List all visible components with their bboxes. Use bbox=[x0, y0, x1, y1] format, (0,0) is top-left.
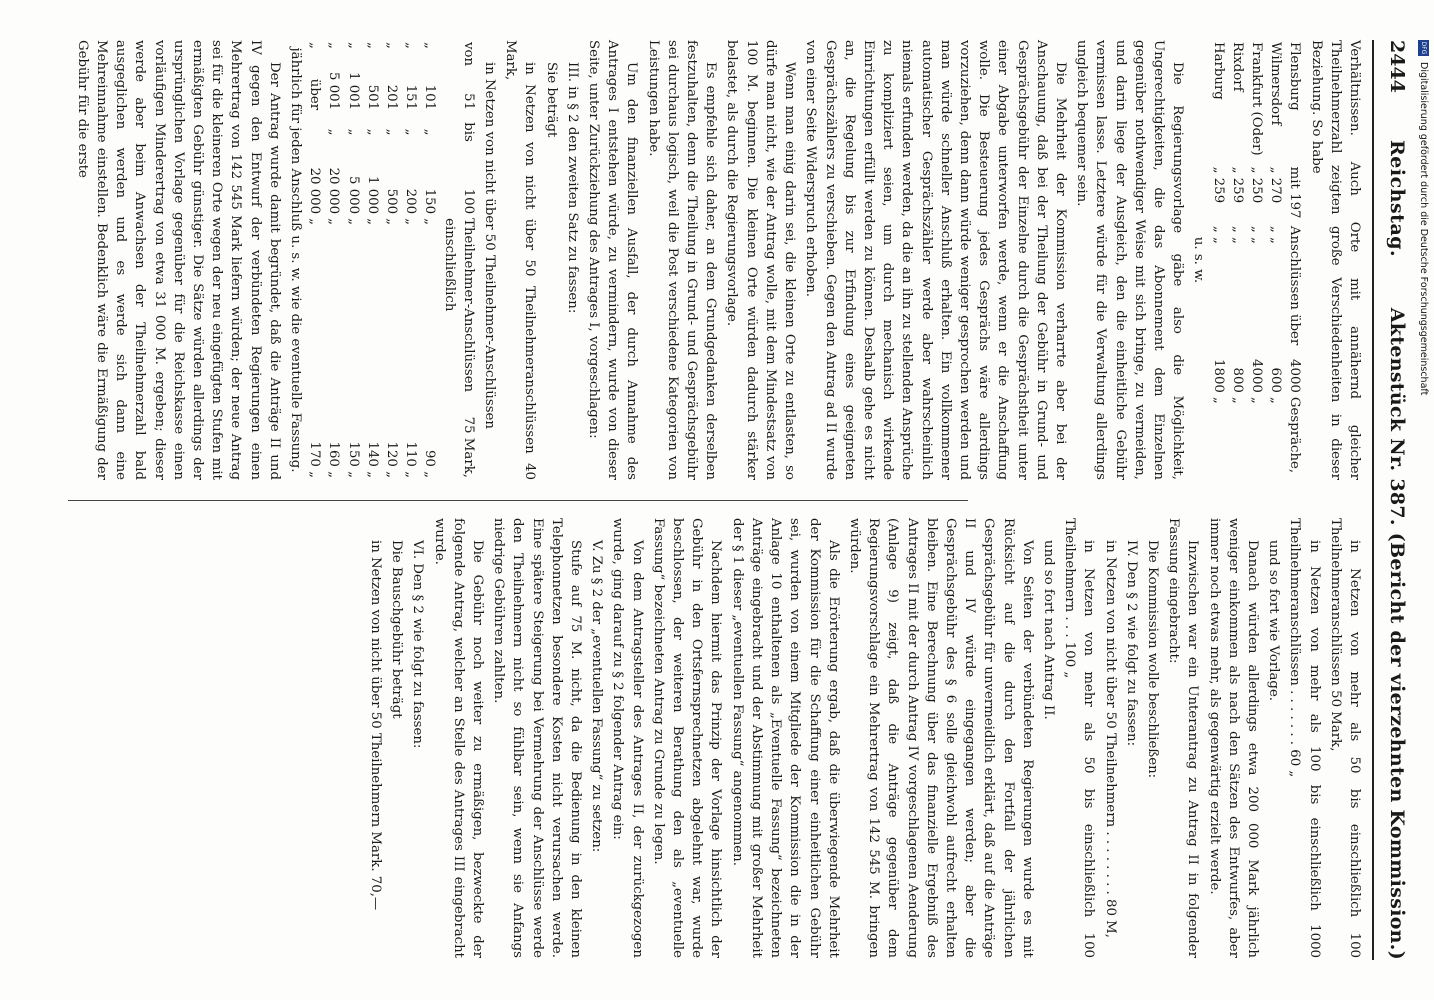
fee-line bbox=[1060, 518, 1098, 958]
fee-cell: „ bbox=[422, 42, 438, 49]
fee-cell bbox=[305, 112, 324, 152]
fee-cell: 100 bbox=[460, 188, 476, 215]
fee-text: in Netzen von nicht über 50 Theilnehmern . . . . . . . . bbox=[1102, 540, 1118, 895]
motion-heading: V. Zu § 2 der „eventuellen Fassung“ zu setzen: bbox=[589, 540, 605, 853]
paragraph: Die Kommission wolle beschließen: bbox=[1144, 540, 1160, 779]
fee-amount: 100 „ bbox=[1062, 641, 1078, 679]
fee-cell: „ bbox=[384, 42, 400, 49]
city-val: 600 bbox=[1268, 367, 1284, 393]
city-num: mit 197 bbox=[1287, 166, 1303, 219]
dfg-logo-icon: DFG bbox=[1420, 41, 1427, 55]
fee-cell: „ bbox=[422, 218, 438, 225]
paragraph: jährlich für jeden Anschluß u. s. w. wie die eventuelle Fassung. bbox=[288, 47, 304, 473]
credit-text: Digitalisierung gefördert durch die Deutsche Forschungsgemeinschaft bbox=[1418, 62, 1429, 396]
paragraph: Der Antrag wurde damit begründet, daß die Anträge II und IV gegen den Entwurf der verbündeten Regierungen einen Mehrertrag von 142 545 Mark liefern würden; der neue Antrag sei für die kleineren Orte wegen der neu eingefügten Stufen mit ermäßigten Gebühr günstiger. Die Sätze würden allerdings der ursprünglichen Vorlage gegenüber für die Reichskasse einen vorläufigen Minderertrag von etwa 31 000 M. ergeben; dieser werde aber beim Anwachsen der Theilnehmerzahl bald ausgeglichen werden und es werde sich dann eine Mehreinnahme einstellen. Bedenklich wäre die Ermäßigung der Gebühr für die erste bbox=[74, 40, 282, 480]
fee-cell: 140 „ bbox=[364, 441, 380, 478]
city-num: „ 259 bbox=[1229, 166, 1245, 204]
paragraph: Die Bauschgebühr beträgt bbox=[389, 540, 405, 719]
city-name: Harburg bbox=[1210, 42, 1226, 100]
fee-cell: 201 bbox=[384, 84, 400, 111]
page-number: 2444 bbox=[1386, 40, 1408, 93]
document-title: Aktenstück Nr. 387. (Bericht der vierzehnten Kommission.) bbox=[1386, 307, 1408, 960]
fee-cell: „ bbox=[403, 128, 419, 136]
fee-cell: 120 „ bbox=[384, 441, 400, 478]
city-val: 800 bbox=[1229, 367, 1245, 393]
fee-row bbox=[343, 40, 362, 480]
fee-amount: 60 „ bbox=[1287, 749, 1303, 778]
paragraph: und so fort wie Vorlage. bbox=[1266, 540, 1282, 702]
paragraph: in Netzen von nicht über 50 Theilnehmer-Anschlüssen bbox=[482, 62, 498, 429]
fee-cell: „ bbox=[364, 128, 380, 136]
city-name: Wilmersdorf bbox=[1268, 42, 1284, 126]
fee-text: in Netzen von nicht über 50 Theilnehmern bbox=[368, 540, 384, 828]
publication-name: Reichstag. bbox=[1386, 140, 1408, 258]
fee-cell: „ bbox=[403, 218, 419, 225]
city-name: Flensburg bbox=[1287, 42, 1303, 111]
fee-cell: 51 bbox=[460, 93, 476, 111]
paragraph: Als die Erörterung ergab, daß die überwiegende Mehrheit der Kommission für die Schaffung einer einheitlichen Gebühr sei, wurden von einem Mitgliede der Kommission die in der Anlage 10 enthaltenen als „Eventuelle Fassung“ bezeichneten Anträge eingebracht und der Abstimmung mit großer Mehrheit der § 1 dieser „eventuellen Fassung“ angenommen. bbox=[729, 518, 841, 958]
fee-cell: „ bbox=[326, 128, 342, 136]
left-column bbox=[71, 40, 1364, 480]
fee-cell: 1 000 bbox=[364, 176, 380, 215]
city-row bbox=[1285, 40, 1304, 480]
city-val: 4000 bbox=[1287, 359, 1303, 393]
city-num: „ 259 bbox=[1210, 166, 1226, 204]
city-unit: „ bbox=[1248, 396, 1264, 404]
header-rule bbox=[1372, 40, 1374, 960]
city-num: „ 250 bbox=[1248, 166, 1264, 204]
city-text: „ „ bbox=[1210, 225, 1226, 244]
fee-table bbox=[305, 40, 478, 480]
city-unit: „ bbox=[1268, 396, 1284, 404]
fee-amount: 50 Mark, bbox=[1327, 690, 1343, 752]
motion-heading: VI. Den § 2 wie folgt zu fassen: bbox=[410, 540, 426, 749]
city-num: „ 270 bbox=[1268, 166, 1284, 204]
city-text: „ „ bbox=[1268, 225, 1284, 244]
fee-cell: 90 „ bbox=[422, 449, 438, 478]
fee-cell: 1 001 bbox=[345, 72, 361, 111]
fee-cell: 110 „ bbox=[403, 441, 419, 478]
fee-row bbox=[439, 40, 477, 480]
fee-amount: 40 Mark, bbox=[503, 40, 538, 481]
paragraph: Nachdem hiermit das Prinzip der Vorlage hinsichtlich der Gebühr in den Ortsfernsprechnetzen abgelehnt war, wurde beschlossen, der weiteren Berathung den als „eventuelle Fassung“ bezeichneten Antrag zu Grunde zu legen. bbox=[650, 518, 724, 958]
paragraph: Wenn man einig darin sei, die kleinen Orte zu entlasten, so dürfe man nicht, wie der Antrag wolle, mit dem Mindestsatz von 100 M. beginnen. Die kleinen Orte würden dadurch stärker belastet, als durch die Regierungsvorlage. bbox=[724, 40, 798, 480]
fee-cell: bis bbox=[460, 122, 476, 142]
paragraph: Von dem Antragsteller des Antrages II, der zurückgezogen wurde, ging darauf zu § 2 folgender Antrag ein: bbox=[610, 518, 645, 958]
fee-row bbox=[420, 40, 439, 480]
paragraph: Verhältnissen. Auch Orte mit annähernd gleicher Theilnehmerzahl zeigten große Verschiedenheiten in dieser Beziehung. So habe bbox=[1308, 40, 1362, 480]
fee-line bbox=[501, 40, 539, 480]
city-val: 1800 bbox=[1210, 359, 1226, 393]
paragraph: und so fort nach Antrag II. bbox=[1040, 540, 1056, 720]
digitization-credit bbox=[1413, 40, 1433, 980]
city-name: Rixdorf bbox=[1229, 42, 1245, 92]
fee-cell: 150 bbox=[422, 188, 438, 215]
city-row bbox=[1228, 40, 1247, 480]
fee-cell: „ bbox=[403, 42, 419, 49]
fee-cell: „ bbox=[326, 218, 342, 225]
fee-cell: „ bbox=[307, 218, 323, 225]
fee-cell: „ bbox=[384, 218, 400, 225]
motion-heading: III. in § 2 den zweiten Satz zu fassen: bbox=[564, 62, 580, 314]
etc-line: u. s. w. bbox=[1191, 236, 1207, 284]
city-text: Anschlüssen über bbox=[1287, 225, 1303, 346]
fee-line bbox=[1100, 518, 1119, 958]
fee-cell: „ bbox=[345, 218, 361, 225]
fee-row bbox=[401, 40, 420, 480]
fee-cell: über bbox=[307, 78, 323, 111]
fee-cell: 101 bbox=[422, 84, 438, 111]
city-text: „ „ bbox=[1229, 225, 1245, 244]
paragraph: Inzwischen war ein Unterantrag zu Antrag II in folgender Fassung eingebracht: bbox=[1166, 518, 1201, 958]
paragraph: Von Seiten der verbündeten Regierungen wurde es mit Rücksicht auf die durch den Fortfall der jährlichen Gesprächsgebühr für unvermeidlich erklärt, daß auf die Anträge II und IV würde eingegangen werden; aber die Gesprächsgebühr des § 6 solle gleichwohl aufrecht erhalten bleiben. Eine Berechnung über das finanzielle Ergebniß des Antrages II mit der durch Antrag IV vorgeschlagenen Aenderung (Anlage 9) zeigt, daß die Anträge gegenüber dem Regierungsvorschlage ein Mehrertrag von 142 545 M. bringen würden. bbox=[846, 518, 1035, 958]
column-divider bbox=[68, 500, 968, 501]
fee-cell: 20 000 bbox=[326, 167, 342, 215]
fee-line bbox=[1285, 518, 1323, 958]
fee-row bbox=[363, 40, 382, 480]
fee-cell: „ bbox=[307, 42, 323, 49]
city-name: Frankfurt (Oder) bbox=[1248, 42, 1264, 156]
fee-cell: 20 000 bbox=[307, 167, 323, 215]
city-text: „ „ bbox=[1248, 225, 1264, 244]
fee-cell: 501 bbox=[364, 84, 380, 111]
fee-amount: Mark. 70,— bbox=[368, 831, 384, 911]
city-row bbox=[1266, 40, 1285, 480]
fee-cell: Theilnehmer-Anschlüssen einschließlich bbox=[441, 218, 476, 393]
fee-cell: 151 bbox=[403, 84, 419, 111]
city-unit: „ bbox=[1229, 396, 1245, 404]
fee-cell: „ bbox=[364, 218, 380, 225]
fee-row bbox=[324, 40, 343, 480]
fee-line bbox=[366, 518, 385, 958]
fee-cell: „ bbox=[345, 42, 361, 49]
city-table bbox=[1208, 40, 1304, 480]
paragraph: Die Mehrheit der Kommission verharrte aber bei der Anschauung, daß bei der Theilung der Gebühr in Grund- und Gesprächsgebühr der Einzelne durch die Gesprächstheit unter einer Abgabe unterworfen werde, wenn er die Anschaffung wolle. Die Besteuerung jedes Gesprächs wäre allerdings vorzuziehen, denn dann würde weniger gesprochen werden und man würde schneller Anschluß erhalten. Ein vollkommener automatischer Gesprächszähler werde aber wahrscheinlich niemals erfunden werden, da die an ihn zu stellenden Ansprüche zu kompliziert seien, um durch mechanisch wirkende Einrichtungen erfüllt werden zu können. Deshalb gehe es nicht an, die Regelung bis zur Erfindung eines geeigneten Gesprächszählers zu verschieben. Gegen den Antrag ad II wurde von einer Seite Widerspruch erhoben. bbox=[803, 40, 1068, 480]
city-unit: Gespräche, bbox=[1287, 396, 1303, 474]
fee-text: in Netzen von mehr als 50 bis einschließlich 100 Theilnehmern . . . bbox=[1062, 518, 1097, 958]
fee-cell: 75 Mark, bbox=[460, 416, 476, 478]
city-val: 4000 bbox=[1248, 359, 1264, 393]
fee-cell: 160 „ bbox=[326, 441, 342, 478]
fee-cell: „ bbox=[345, 128, 361, 136]
fee-cell: „ bbox=[364, 42, 380, 49]
fee-cell: 5 001 bbox=[326, 72, 342, 111]
paragraph: Es empfehle sich daher, an dem Grundgedanken derselben festzuhalten, denn die Theilung in Grund- und Gesprächsgebühr sei durchaus logisch, weil die Post verschiedene Kategorien von Leistungen habe. bbox=[645, 40, 719, 480]
fee-row bbox=[305, 40, 324, 480]
fee-amount: 80 M, bbox=[1102, 899, 1118, 938]
fee-text: in Netzen von nicht über 50 Theilnehmeranschlüssen bbox=[522, 62, 538, 454]
fee-cell: „ bbox=[326, 42, 342, 49]
fee-text: in Netzen von mehr als 50 bis einschließlich 100 Theilnehmeranschlüssen bbox=[1327, 518, 1362, 958]
city-row bbox=[1208, 40, 1227, 480]
fee-cell: „ bbox=[384, 128, 400, 136]
fee-cell: 5 000 bbox=[345, 176, 361, 215]
fee-cell: 170 „ bbox=[307, 441, 323, 478]
fee-cell: 500 bbox=[384, 188, 400, 215]
page-header bbox=[1378, 40, 1412, 960]
paragraph: Die Gebühr noch weiter zu ermäßigen, bezweckte der folgende Antrag, welcher an Stelle des Antrages III eingebracht wurde. bbox=[431, 518, 486, 958]
fee-row bbox=[382, 40, 401, 480]
paragraph: Um den finanziellen Ausfall, der durch Annahme des Antrages I entstehen würde, zu vermindern, wurde von dieser Seite, unter Zurückziehung des Antrages I, vorgeschlagen: bbox=[586, 40, 640, 480]
paragraph: Die Regierungsvorlage gäbe also die Möglichkeit, Ungerechtigkeiten, die das Abonnement dem Einzelnen gegenüber nothwendiger Weise mit sich bringe, zu vermeiden, und darin liege der Ausgleich, den die einheitliche Gebühr vermissen lasse. Letztere würde für die Verwaltung allerdings ungleich bequemer sein. bbox=[1074, 40, 1186, 480]
motion-heading: IV. Den § 2 wie folgt zu fassen: bbox=[1123, 540, 1139, 747]
city-row bbox=[1247, 40, 1266, 480]
fee-text: in Netzen von mehr als 100 bis einschließlich 1000 Theilnehmeranschlüssen . . . . . . . bbox=[1287, 518, 1322, 958]
city-unit: „ bbox=[1210, 396, 1226, 404]
fee-cell: von bbox=[460, 42, 476, 67]
fee-cell: „ bbox=[422, 128, 438, 136]
paragraph: Sie beträgt bbox=[543, 62, 559, 138]
right-column bbox=[364, 518, 1364, 958]
paragraph: Danach würden allerdings etwa 200 000 Mark jährlich weniger einkommen als nach den Sätzen des Entwurfes, aber immer noch etwas mehr, als gegenwärtig erzielt werde. bbox=[1206, 518, 1260, 958]
fee-cell: 150 „ bbox=[345, 441, 361, 478]
fee-line bbox=[1326, 518, 1364, 958]
paragraph: Stufe auf 75 M. nicht, da die Bedienung in den kleinen Telephonnetzen besondere Kosten nicht verursachen werde. Eine spätere Steigerung bei Vermehrung der Anschlüsse werde den Theilnehmern nicht so fühlbar sein, wenn sie Anfangs niedrige Gebühren zahlten. bbox=[491, 518, 584, 958]
fee-cell: 200 bbox=[403, 188, 419, 215]
